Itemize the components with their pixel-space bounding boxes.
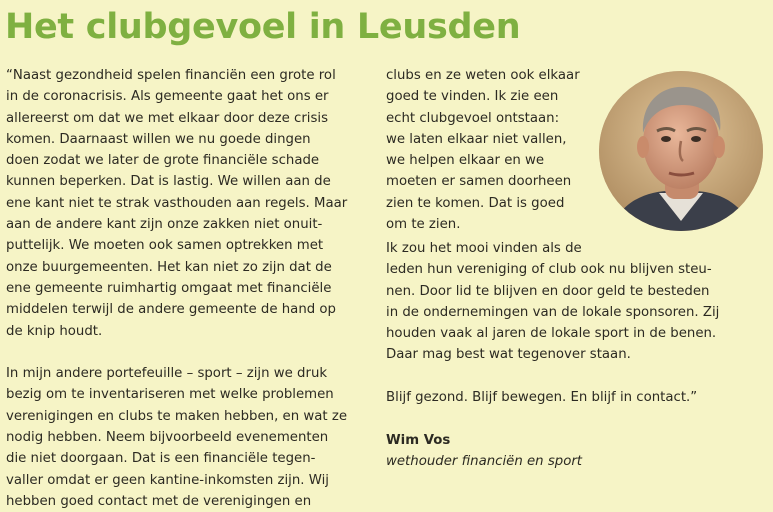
article-column-left [6,65,378,512]
text-line: nen. Door lid te blijven en door geld te besteden [386,283,710,299]
text-line: bezig om te inventariseren met welke problemen [6,387,334,403]
article-column-right-top [386,65,626,235]
signature-name: Wim Vos [386,432,451,448]
text-line: in de ondernemingen van de lokale sponsoren. Zij [386,304,720,320]
text-line: onze buurgemeenten. Het kan niet zo zijn dat de [6,259,332,275]
text-line: middelen terwijl de andere gemeente de hand op [6,302,336,318]
text-line: verenigingen en clubs te maken hebben, en wat ze [6,408,348,424]
paragraph-gap [386,366,770,387]
text-line: we helpen elkaar en we [386,153,545,169]
text-line: aan de andere kant zijn onze zakken niet onuit- [6,217,323,233]
text-line: nodig hebben. Neem bijvoorbeeld evenementen [6,430,329,446]
text-line: hebben goed contact met de verenigingen en [6,493,312,509]
text-line: om te zien. [386,217,461,233]
paragraph-gap [6,342,378,363]
text-line: ene kant niet te strak vasthouden aan regels. Maar [6,195,348,211]
text-line: moeten er samen doorheen [386,174,572,190]
text-line: leden hun vereniging of club ook nu blijven steu- [386,262,712,278]
text-line: echt clubgevoel ontstaan: [386,110,560,126]
paragraph-gap [386,408,770,429]
text-line: Blijf gezond. Blijf bewegen. En blijf in contact.” [386,390,698,406]
text-line: kunnen beperken. Dat is lastig. We willen aan de [6,174,331,190]
portrait-photo [599,71,763,231]
text-line: ene gemeente ruimhartig omgaat met financiële [6,280,332,296]
article-title: Het clubgevoel in Leusden [5,7,521,47]
text-line: de knip houdt. [6,323,103,339]
text-line: komen. Daarnaast willen we nu goede dingen [6,131,311,147]
text-line: doen zodat we later de grote financiële schade [6,153,320,169]
article-column-right [386,238,770,472]
text-line: goed te vinden. Ik zie een [386,89,559,105]
text-line: houden vaak al jaren de lokale sport in de benen. [386,326,717,342]
text-line: clubs en ze weten ook elkaar [386,68,580,83]
text-line: die niet doorgaan. Dat is een financiële tegen- [6,451,316,467]
text-line: in de coronacrisis. Als gemeente gaat het ons er [6,89,329,105]
text-line: valler omdat er geen kantine-inkomsten zijn. Wij [6,472,329,488]
text-line: In mijn andere portefeuille – sport – zijn we druk [6,366,328,382]
text-line: Ik zou het mooi vinden als de [386,241,582,256]
text-line: “Naast gezondheid spelen financiën een grote rol [6,68,336,83]
signature-role: wethouder financiën en sport [386,453,583,469]
text-line: Daar mag best wat tegenover staan. [386,347,631,363]
text-line: we laten elkaar niet vallen, [386,131,567,147]
text-line: puttelijk. We moeten ook samen optrekken met [6,238,324,254]
text-line: allereerst om dat we met elkaar door deze crisis [6,110,329,126]
text-line: zien te komen. Dat is goed [386,195,565,211]
